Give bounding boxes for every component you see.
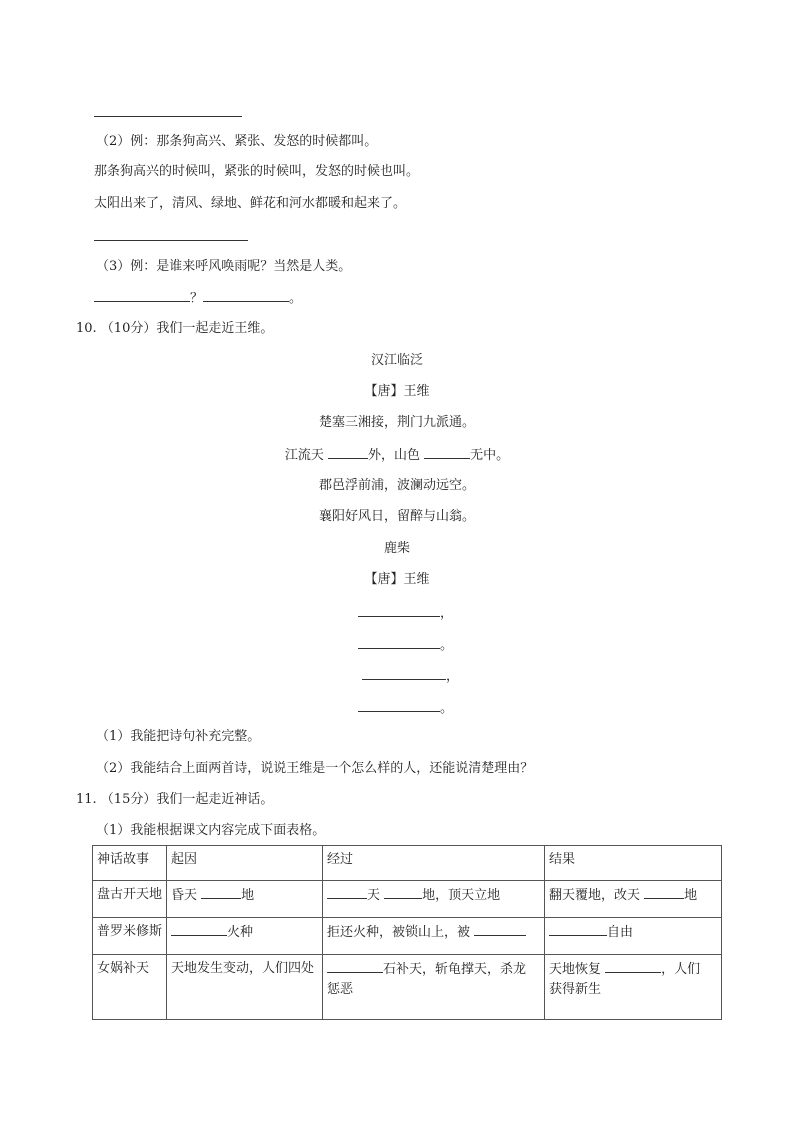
table-row [93,918,722,955]
poem2-line1: ， [358,603,453,623]
poem2-line2: 。 [358,635,453,655]
answer-line-1[interactable] [94,116,242,117]
story-name: 盘古开天地 [93,881,167,918]
table-header: 结果 [545,846,722,881]
table-row [93,955,722,1020]
table-blank[interactable] [201,885,241,899]
poem-blank[interactable] [328,445,368,459]
cause-cell: 昏天 地 [167,881,323,918]
q9-part2-example-answer: 那条狗高兴的时候叫，紧张的时候叫，发怒的时候也叫。 [94,164,420,179]
q9-part2-task: 太阳出来了，清风、绿地、鲜花和河水都暖和起来了。 [94,196,407,211]
poem-blank[interactable] [358,635,440,649]
process-cell: 天 地，顶天立地 [323,881,545,918]
poem1-line2: 江流天 外，山色 无中。 [0,445,794,465]
table-blank[interactable] [549,922,607,936]
table-header-row [93,846,722,881]
poem1-line1: 楚塞三湘接，荆门九派通。 [318,415,475,430]
table-blank[interactable] [327,885,367,899]
cause-cell: 天地发生变动，人们四处 [167,955,323,1020]
q11-header: 11. （15分）我们一起走近神话。 [76,792,274,807]
poem-blank[interactable] [358,698,440,712]
poem-blank[interactable] [362,666,446,680]
result-cell: 天地恢复 ，人们 获得新生 [545,955,722,1020]
poem2-line4: 。 [358,698,453,718]
table-row [93,881,722,918]
story-name: 女娲补天 [93,955,167,1020]
table-blank[interactable] [171,922,227,936]
q11-sub1: （1）我能根据课文内容完成下面表格。 [96,823,326,838]
poem2-author: 【唐】王维 [364,572,430,587]
table-blank[interactable] [384,885,422,899]
poem1-author: 【唐】王维 [364,384,430,399]
answer-blank[interactable] [94,288,190,302]
table-blank[interactable] [474,922,526,936]
q10-header: 10. （10分）我们一起走近王维。 [76,321,274,336]
q9-part2-example: （2）例：那条狗高兴、紧张、发怒的时候都叫。 [96,134,378,149]
q9-part3-example: （3）例：是谁来呼风唤雨呢？当然是人类。 [96,259,352,274]
poem2-title: 鹿柴 [383,541,410,556]
table-blank[interactable] [327,959,383,973]
result-cell: 自由 [545,918,722,955]
process-cell: 石补天，斩龟撑天，杀龙 惩恶 [323,955,545,1020]
poem1-line3: 郡邑浮前浦，波澜动远空。 [318,478,475,493]
table-blank[interactable] [644,885,684,899]
table-header: 经过 [323,846,545,881]
table-header: 起因 [167,846,323,881]
poem-blank[interactable] [424,445,470,459]
story-name: 普罗米修斯 [93,918,167,955]
poem1-title: 汉江临泛 [370,353,423,368]
q9-part3-answer: ？ 。 [94,288,302,308]
table-blank[interactable] [605,959,661,973]
answer-blank[interactable] [203,288,289,302]
result-cell: 翻天覆地，改天 地 [545,881,722,918]
poem-blank[interactable] [358,603,440,617]
process-cell: 拒还火种，被锁山上，被 [323,918,545,955]
answer-line-2[interactable] [94,240,248,241]
q10-sub2: （2）我能结合上面两首诗，说说王维是一个怎么样的人，还能说清楚理由？ [96,761,534,776]
poem2-line3: ， [362,666,459,686]
q10-sub1: （1）我能把诗句补充完整。 [96,729,261,744]
table-header: 神话故事 [93,846,167,881]
poem1-line4: 襄阳好风日，留醉与山翁。 [318,509,475,524]
myth-table [92,845,722,1020]
cause-cell: 火种 [167,918,323,955]
